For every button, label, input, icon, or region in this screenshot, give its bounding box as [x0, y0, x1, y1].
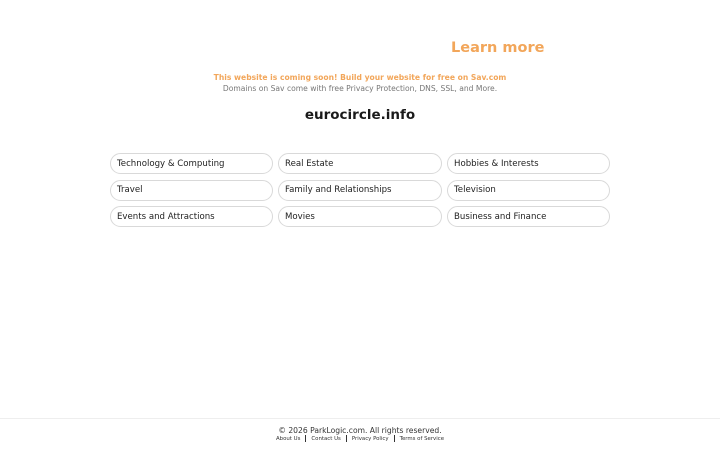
- related-link-hobbies-interests[interactable]: Hobbies & Interests: [447, 153, 610, 174]
- related-link-real-estate[interactable]: Real Estate: [278, 153, 442, 174]
- footer-nav: [0, 435, 720, 442]
- related-link-family-relationships[interactable]: Family and Relationships: [278, 180, 442, 201]
- related-link-technology-computing[interactable]: Technology & Computing: [110, 153, 273, 174]
- domain-title: eurocircle.info: [304, 107, 416, 123]
- footer-link-terms-of-service[interactable]: Terms of Service: [399, 435, 445, 442]
- footer-link-privacy-policy[interactable]: Privacy Policy: [351, 435, 389, 442]
- related-link-business-finance[interactable]: Business and Finance: [447, 206, 610, 227]
- footer-copyright: © 2026 ParkLogic.com. All rights reserved.: [278, 426, 442, 435]
- coming-soon-banner: This website is coming soon! Build your website for free on Sav.com: [213, 73, 507, 82]
- related-link-travel[interactable]: Travel: [110, 180, 273, 201]
- related-link-television[interactable]: Television: [447, 180, 610, 201]
- related-link-movies[interactable]: Movies: [278, 206, 442, 227]
- related-link-events-attractions[interactable]: Events and Attractions: [110, 206, 273, 227]
- footer-divider: [0, 418, 720, 419]
- promo-subtext: Domains on Sav come with free Privacy Protection, DNS, SSL, and More.: [222, 84, 498, 93]
- footer-link-contact-us[interactable]: Contact Us: [311, 435, 341, 442]
- learn-more-link[interactable]: Learn more: [451, 40, 545, 56]
- footer-link-about-us[interactable]: About Us: [275, 435, 301, 442]
- related-links-grid: [110, 153, 610, 227]
